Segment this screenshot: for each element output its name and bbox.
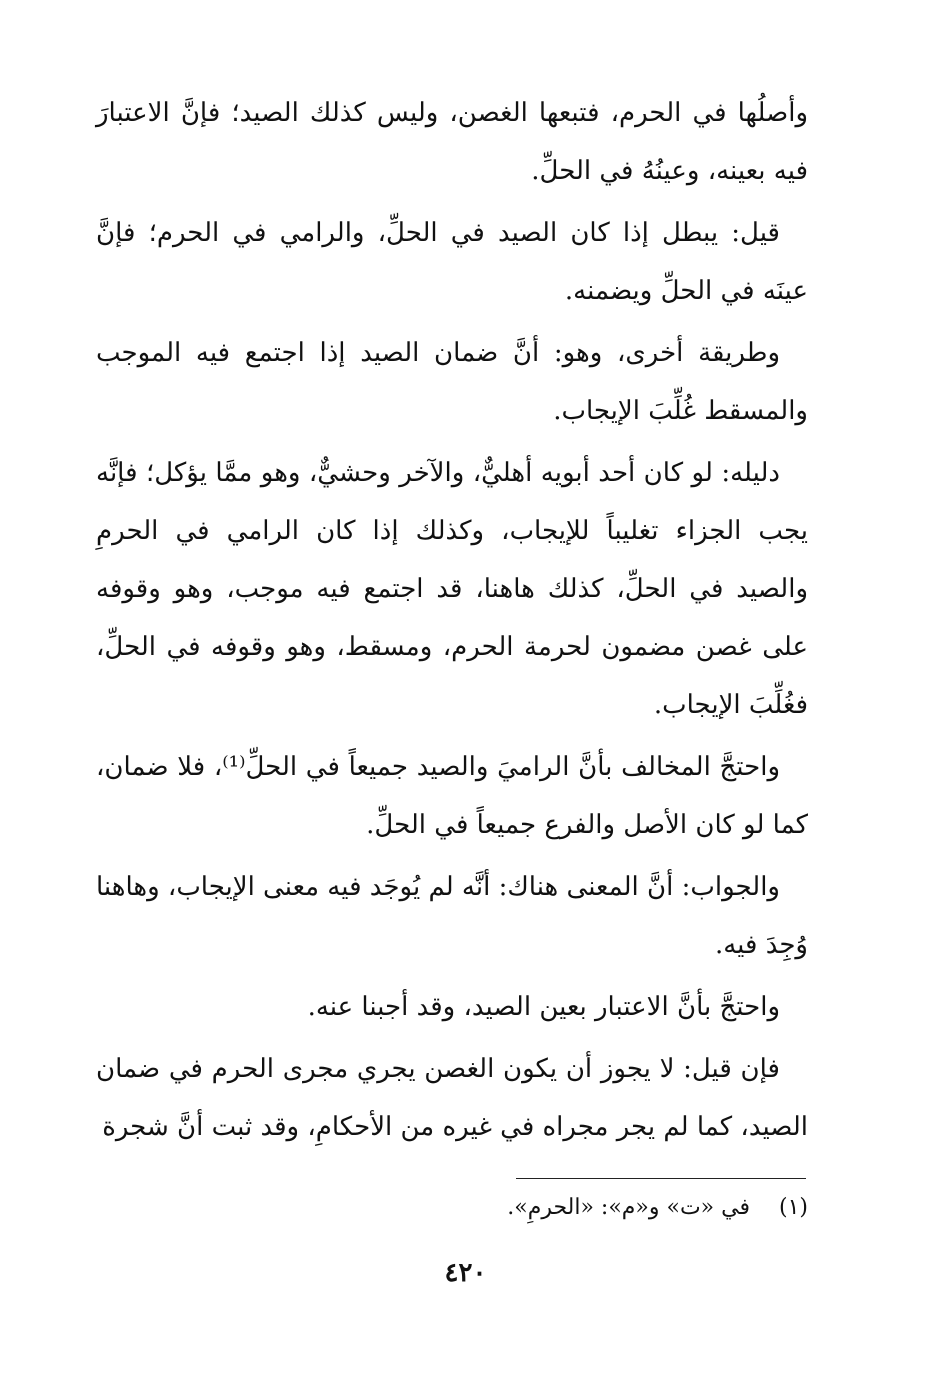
paragraph-3: وطريقة أخرى، وهو: أنَّ ضمان الصيد إذا اجتمع فيه الموجب والمسقط غُلِّبَ الإيجاب. <box>96 338 808 426</box>
paragraph-7: واحتجَّ بأنَّ الاعتبار بعين الصيد، وقد أجبنا عنه. <box>307 992 780 1022</box>
paragraph-1: وأصلُها في الحرم، فتبعها الغصن، وليس كذلك الصيد؛ فإنَّ الاعتبارَ فيه بعينه، وعينُهُ في الحلِّ. <box>96 98 808 186</box>
main-text <box>96 84 808 1160</box>
paragraph-6: والجواب: أنَّ المعنى هناك: أنَّه لم يُوجَد فيه معنى الإيجاب، وهاهنا وُجِدَ فيه. <box>96 872 808 960</box>
paragraph-5: واحتجَّ المخالف بأنَّ الراميَ والصيد جميعاً في الحلِّ⁽¹⁾، فلا ضمان، كما لو كان الأصل والفرع جميعاً في الحلِّ. <box>96 752 808 840</box>
footnote-divider <box>516 1178 806 1179</box>
footnote-number: (١) <box>778 1195 808 1220</box>
footnote-text: في «ت» و«م»: «الحرمِ». <box>507 1195 750 1220</box>
paragraph-4: دليله: لو كان أحد أبويه أهليٌّ، والآخر وحشيٌّ، وهو ممَّا يؤكل؛ فإنَّه يجب الجزاء تغليباً للإيجاب، وكذلك إذا كان الرامي في الحرمِ والصيد في الحلِّ، كذلك هاهنا، قد اجتمع فيه موجب، وهو وقوفه على غصن مضمون لحرمة الحرم، ومسقط، وهو وقوفه في الحلِّ، فغُلِّبَ الإيجاب. <box>96 458 808 720</box>
page-number: ٤٢٠ <box>444 1258 487 1288</box>
paragraph-2: قيل: يبطل إذا كان الصيد في الحلِّ، والرامي في الحرم؛ فإنَّ عينَه في الحلِّ ويضمنه. <box>96 218 808 306</box>
paragraph-8: فإن قيل: لا يجوز أن يكون الغصن يجري مجرى الحرم في ضمان الصيد، كما لم يجر مجراه في غيره من الأحكامِ، وقد ثبت أنَّ شجرة <box>96 1054 808 1142</box>
footnote <box>96 1190 808 1226</box>
